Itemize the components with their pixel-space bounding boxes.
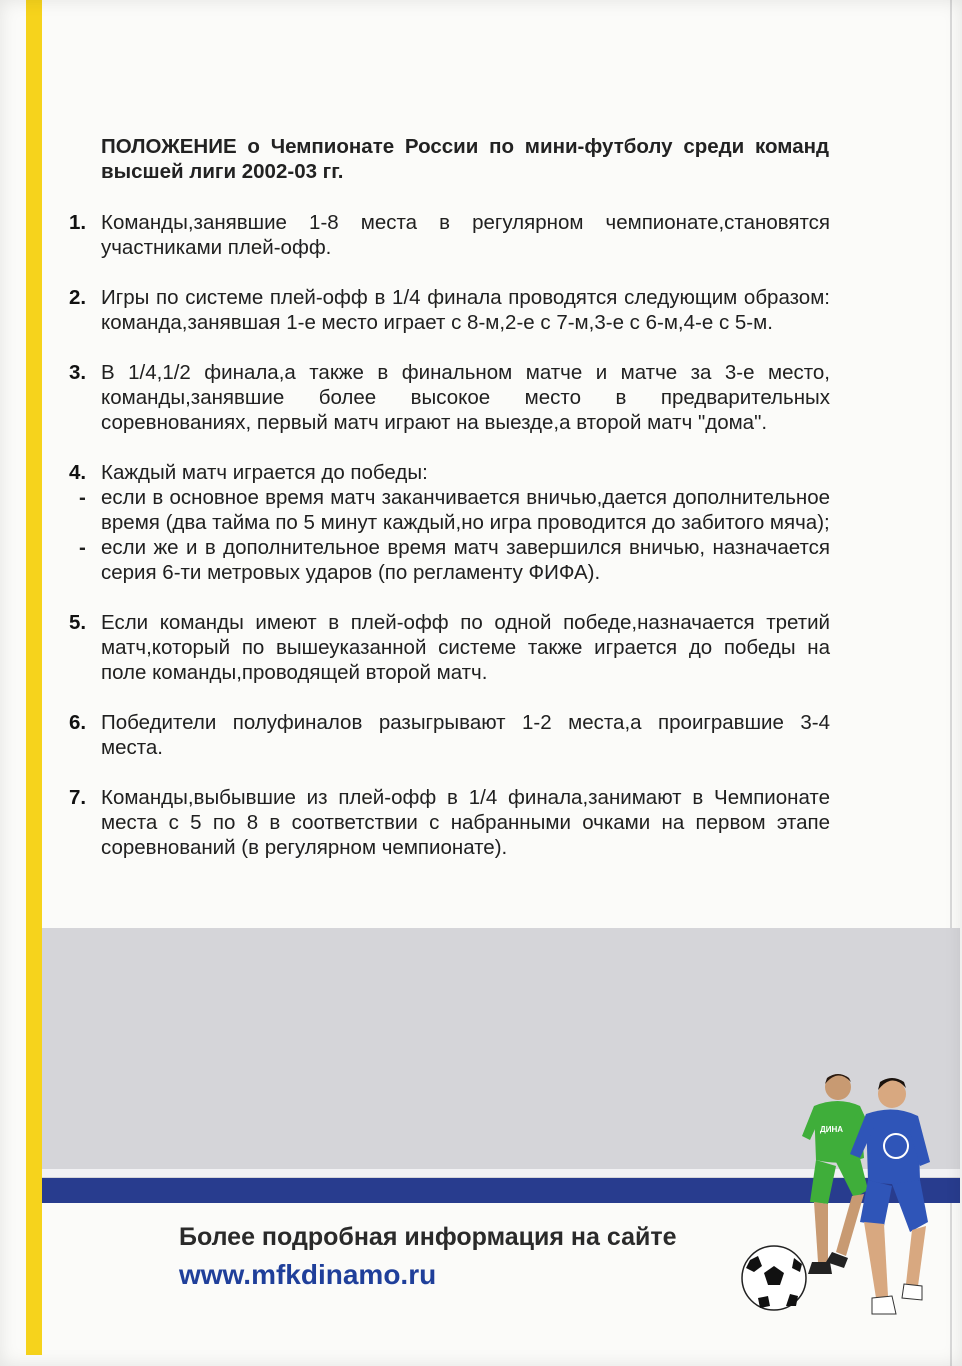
item-number: 6.	[69, 711, 87, 734]
list-item-6	[62, 710, 830, 760]
item-number: 7.	[69, 786, 87, 809]
item-text: Победители полуфиналов разыгрывают 1-2 места,а проигравшие 3-4 места.	[101, 711, 830, 759]
document-heading: ПОЛОЖЕНИЕ о Чемпионате России по мини-футболу среди команд высшей лиги 2002-03 гг.	[101, 135, 829, 183]
website-link[interactable]: www.mfkdinamo.ru	[179, 1259, 437, 1290]
item-text: Каждый матч играется до победы:	[101, 461, 428, 484]
item-text: Команды,занявшие 1-8 места в регулярном чемпионате,становятся участниками плей-офф.	[101, 211, 830, 259]
item-text: Если команды имеют в плей-офф по одной победе,назначается третий матч,который по вышеуказанной системе также играется до победы на поле команды,проводящей второй матч.	[101, 611, 830, 684]
jersey-text: ДИНА	[820, 1125, 844, 1134]
green-player-figure	[802, 1074, 872, 1274]
item-text: Игры по системе плей-офф в 1/4 финала проводятся следующим образом: команда,занявшая 1-е место играет с 8-м,2-е с 7-м,3-е с 6-м,4-е с 5-м.	[101, 286, 830, 334]
list-item-1	[62, 210, 830, 260]
list-item-4	[62, 460, 830, 585]
item-number: 1.	[69, 211, 87, 234]
sub-item-1	[79, 485, 830, 535]
item-number: 3.	[69, 361, 87, 384]
list-item-5	[62, 610, 830, 685]
regulations-list	[62, 210, 830, 885]
list-item-3	[62, 360, 830, 435]
dash-bullet: -	[79, 486, 86, 509]
item-text: В 1/4,1/2 финала,а также в финальном матче и матче за 3-е место, команды,занявшие более высокое место в предварительных соревнованиях, первый матч играют на выезде,а второй матч "дома".	[101, 361, 830, 434]
item-number: 5.	[69, 611, 87, 634]
item-number: 4.	[69, 461, 87, 484]
list-item-2	[62, 285, 830, 335]
sub-item-text: если же и в дополнительное время матч завершился вничью, назначается серия 6-ти метровых ударов (по регламенту ФИФА).	[101, 536, 830, 584]
item-text: Команды,выбывшие из плей-офф в 1/4 финала,занимают в Чемпионате места с 5 по 8 в соответствии с набранными очками на первом этапе соревнований (в регулярном чемпионате).	[101, 786, 830, 859]
football-players-illustration	[732, 1062, 932, 1332]
item-number: 2.	[69, 286, 87, 309]
footer-info-text: Более подробная информация на сайте	[179, 1223, 677, 1251]
sub-item-2	[79, 535, 830, 585]
yellow-side-bar	[26, 0, 42, 1355]
soccer-ball-icon	[742, 1246, 806, 1310]
sub-item-text: если в основное время матч заканчивается вничью,дается дополнительное время (два тайма по 5 минут каждый,но игра проводится до забитого мяча);	[101, 486, 830, 534]
list-item-7	[62, 785, 830, 860]
dash-bullet: -	[79, 536, 86, 559]
